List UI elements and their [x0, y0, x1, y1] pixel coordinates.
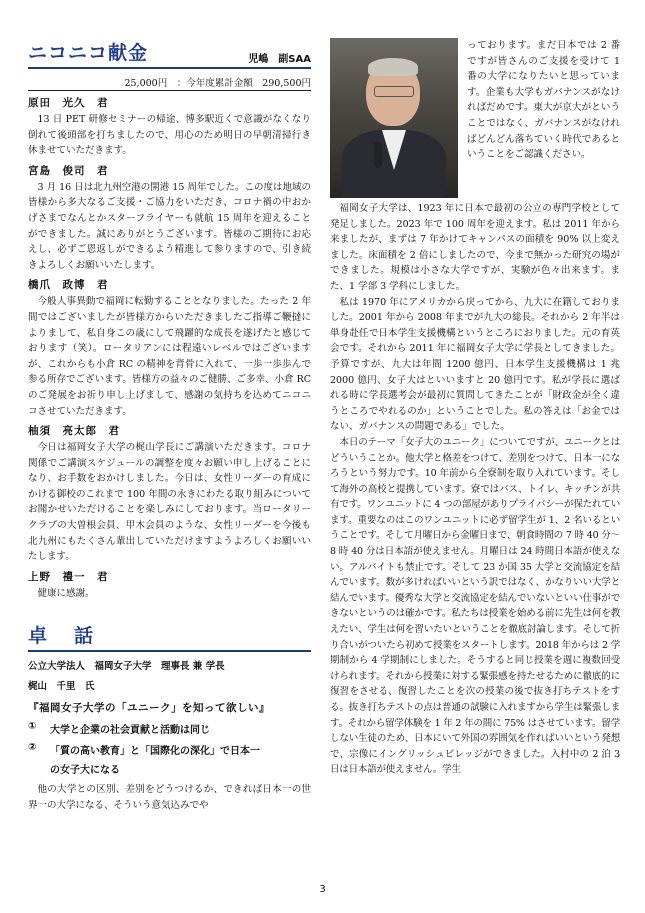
- photo-microphone: [374, 142, 382, 168]
- donation-total: 25,000円 ：今年度累計金額 290,500円: [28, 75, 311, 91]
- donor-name: 上野 禮一 君: [28, 570, 109, 583]
- talk-point-continuation: の女子大になる: [50, 765, 120, 777]
- donor-message: 13 日 PET 研修セミナーの帰途、博多駅近くで意識がなくなり倒れて後頭部を打ちましたので、用心のため明日の早朝清掃行き休ませていただきます。: [28, 114, 311, 157]
- donor-name: 宮島 俊司 君: [28, 164, 109, 177]
- talk-body-paragraph: っております。まだ日本では 2 番ですが皆さんのご支援を受けて 1 番の大学になりたいと思っています。企業も大学もガバナンスがなければだめです。東大が京大がということではなく、ガバナンスがなければどんどん落ちていく時代であるということをご認識ください。: [467, 40, 620, 161]
- point-text: 「質の高い教育」と「国際化の深化」で日本一: [50, 746, 260, 758]
- point-text: 大学と企業の社会貢献と活動は同じ: [50, 725, 210, 737]
- talk-point: [28, 742, 311, 757]
- page-number: 3: [319, 884, 326, 895]
- photo-glasses: [374, 86, 414, 97]
- speaker-name: 梶山 千里 氏: [28, 681, 95, 693]
- donor-name: 原田 光久 君: [28, 97, 109, 109]
- speaker-organization: 公立大学法人 福岡女子大学 理事長 兼 学長: [28, 661, 225, 673]
- left-column: [28, 38, 311, 814]
- section-header: [28, 38, 311, 69]
- talk-headline: 『福岡女子大学の「ユニーク」を知って欲しい』: [28, 702, 270, 715]
- section-title: ニコニコ献金: [28, 42, 149, 64]
- section-author: 児嶋 副SAA: [248, 54, 311, 65]
- point-number: ②: [28, 742, 37, 754]
- right-column: [330, 201, 620, 778]
- donor-message: 健康に感謝。: [37, 587, 95, 599]
- right-top-text-block: [467, 38, 620, 163]
- donor-message: 今日は福岡女子大学の梶山学長にご講演いただきます。コロナ関係でご講演スケジュールの調整を度々お願い申し上げることになり、お手数をおかけしました。今日は、女性リーダーの育成にかける御校のこれまで 100 年間の永きにわたる取り組みについてお聞かせいただけることを楽しみにしております。当ロータリークラブの大曽根会員、甲木会員のような、女性リーダーを今後も北九州にもたくさん輩出していただけますようよろしくお願いいたします。: [28, 442, 311, 563]
- talk-point: [28, 721, 311, 736]
- speaker-photo: [330, 38, 458, 198]
- donor-message: 3 月 16 日は北九州空港の開港 15 周年でした。この度は地域の皆様から多大なるご支援・ご協力をいただき、コロナ禍の中おかげさまでなんとかスターフライヤーも就航 15 周年を迎えることができました。誠にありがとうございます。皆様のご期待にお応えし、必ずご恩返しができるよう精進して参りますので、引き続きよろしくお願いいたします。: [28, 181, 311, 271]
- talk-section-title: 卓 話: [28, 621, 311, 652]
- talk-body-paragraph: 私は 1970 年にアメリカから戻ってから、九大に在籍しておりました。2001 年から 2008 年までが九大の総長。それから 2 年半は単身赴任で日本学生支援機構というところにおりました。元の育英会です。それから 2011 年に福岡女子大学に学長としてきました。予算ですが、九大は年間 1200 億円、日本学生支援機構は 1 兆 2000 億円、女子大はといいますと 20 億円です。私が学長に選ばれる時に学長選考会が最初に質問してきたことが「財政金が全く違うところでやれるのか」ということでした。私の答えは「お金ではない、ガバナンスの問題である」でした。: [330, 296, 620, 433]
- donor-name: 橋爪 政博 君: [28, 279, 109, 292]
- talk-body-paragraph: 本日のテーマ「女子大のユニーク」についてですが、ユニークとはどういうことか。他大学と格差をつけて、差別をつけて、日本一になろうという努力です。10 年前から全寮制を取り入れています。そして海外の高校と提携しています。寮ではバス、トイレ、キッチンが共有です。ワンユニットに 4 つの部屋がありプライバシーが保たれています。重要なのはこのワンユニットに必ず留学生が 1、2 名いるということです。そして月曜日から金曜日まで、朝食時間の 7 時 40 分～8 時 40 分は日本語が使えません。月曜日は 24 時間日本語が使えない。アルバイトも禁止です。そして 23 か国 35 大学と交流協定を結んでいます。数が多ければいいという訳ではなく、かなりいい大学と結んでいます。優秀な大学と交流協定を結んでいないといい仕事ができないというのは確かです。私たちは授業を始める前に先生は何を教えたい、学生は何を習いたいということを徹底討論します。そして折り合いがついたら初めて授業をスタートします。2018 年からは 2 学期制から 4 学期制にしました。そうすると同じ授業を週に複数回受けられます。それから授業に対する緊張感を持たせるために徹底的に復習をさせる、復習したことを次の授業の後で抜き打ちテストをする。抜き打ちテストの点は普通の試験に入れますから学生は緊張します。それから留学体験を 1 年 2 年の間に 75% はさせています。留学しない生徒のため、日本にいて外国の雰囲気を作ればいいという発想で、宗像にイングリッシュビレッジができました。入村中の 2 泊 3 日は日本語が使えません。学生: [330, 436, 620, 776]
- donor-message: 今般人事異動で福岡に転勤することとなりました。たった 2 年間ではございましたが皆様方からいただきましたご指導ご鞭撻によりまして、私自身この歳にして飛躍的な成長を遂げたと感じております（笑）。ロータリアンには程遠いレベルではございますが、これからも小倉 RC の精神を背骨に入れて、一歩一歩歩んで参る所存でございます。皆様方の益々のご健勝、ご多幸、小倉 RC のご発展をお祈り申し上げまして、感謝の気持ちを込めてニコニコさせていただきます。: [28, 296, 311, 417]
- talk-intro: 他の大学との区別、差別をどうつけるか、できれば日本一の世界一の大学になる、そういう意気込みでや: [28, 784, 311, 812]
- talk-body-paragraph: 福岡女子大学は、1923 年に日本で最初の公立の専門学校として発足しました。2023 年で 100 周年を迎えます。私は 2011 年から来ましたが、まずは 7 年かけてキャンパスの面積を 90% 以上変えました。床面積を 2 倍にしましたので、今まで無かった研究の場ができました。規模は小さな大学ですが、実験が色々出来ます。また、1 学部 3 学科にしました。: [330, 203, 620, 292]
- donor-name: 柚須 亮太郎 君: [28, 425, 120, 438]
- photo-hair: [368, 58, 418, 76]
- point-number: ①: [28, 721, 37, 733]
